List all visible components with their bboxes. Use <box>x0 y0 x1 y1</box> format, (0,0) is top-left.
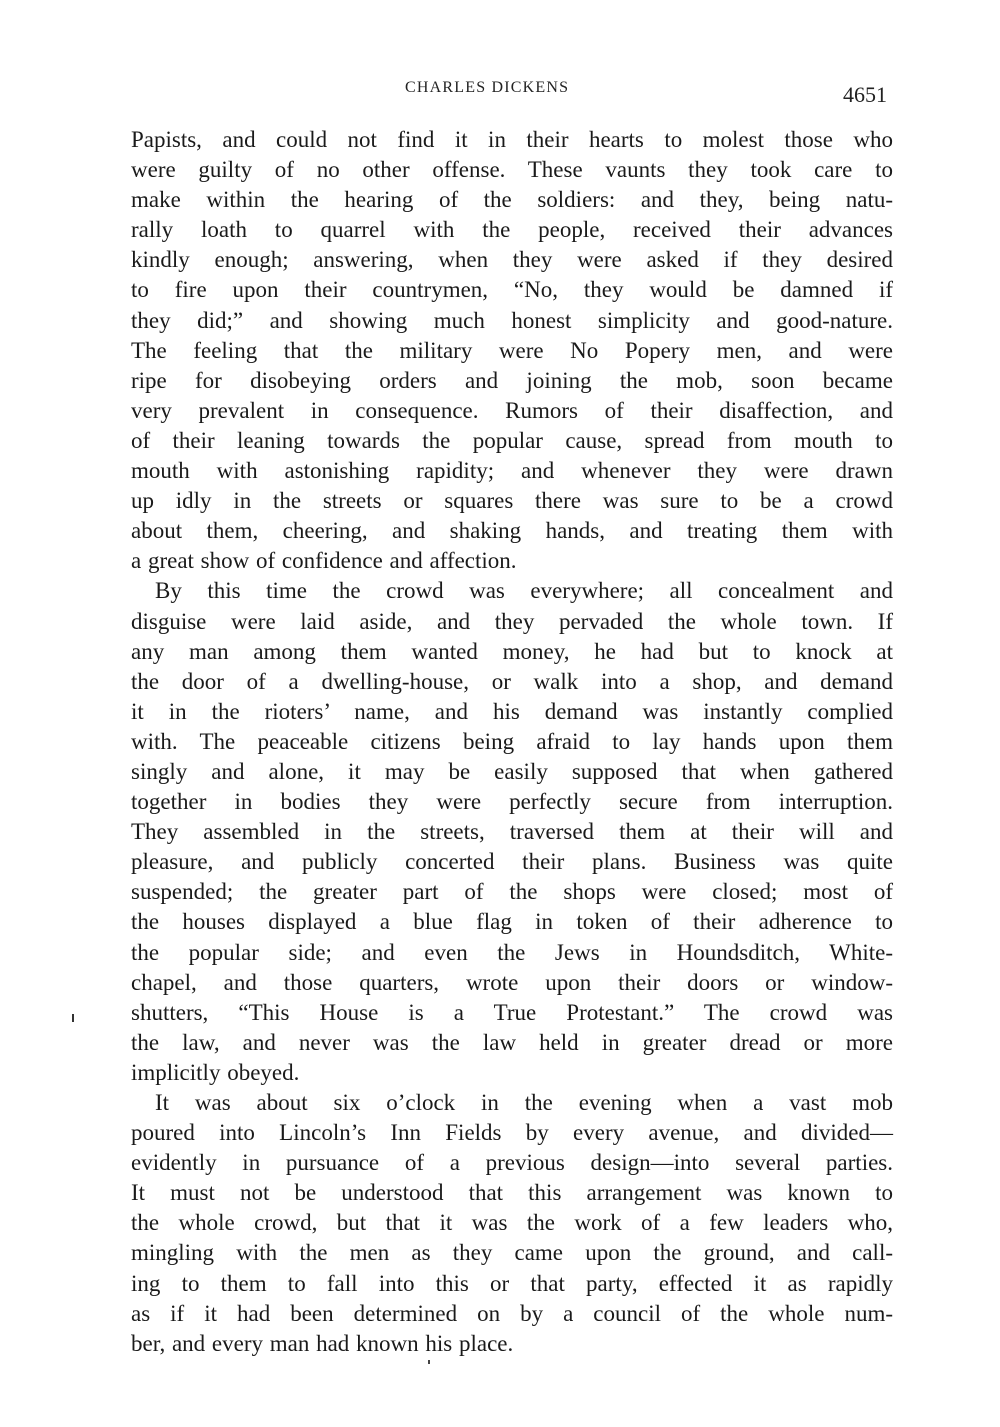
text-line: the popular side; and even the Jews in Houndsditch, White- <box>131 939 893 965</box>
text-line: evidently in pursuance of a previous design—into several parties. <box>131 1150 893 1176</box>
text-line: the whole crowd, but that it was the work of a few leaders who, <box>131 1210 893 1236</box>
text-line: mouth with astonishing rapidity; and whenever they were drawn <box>131 458 893 484</box>
text-line: to fire upon their countrymen, “No, they would be damned if <box>131 277 893 303</box>
text-line: By this time the crowd was everywhere; all concealment and <box>155 578 893 604</box>
margin-mark <box>72 1014 74 1022</box>
text-line: the houses displayed a blue flag in token of their adherence to <box>131 909 893 935</box>
text-line: mingling with the men as they came upon the ground, and call- <box>131 1240 893 1266</box>
text-line: up idly in the streets or squares there was sure to be a crowd <box>131 488 893 514</box>
text-line: ripe for disobeying orders and joining the mob, soon became <box>131 367 893 393</box>
print-mark <box>428 1360 430 1364</box>
text-line: They assembled in the streets, traversed them at their will and <box>131 819 893 845</box>
text-line: It was about six o’clock in the evening when a vast mob <box>155 1090 893 1115</box>
text-line: suspended; the greater part of the shops were closed; most of <box>131 879 893 905</box>
text-line: implicitly obeyed. <box>131 1059 300 1085</box>
text-line: It must not be understood that this arrangement was known to <box>131 1180 893 1206</box>
text-line: pleasure, and publicly concerted their plans. Business was quite <box>131 849 893 875</box>
text-line: ber, and every man had known his place. <box>131 1330 514 1356</box>
paragraph-2 <box>131 576 893 1088</box>
running-title: CHARLES DICKENS <box>405 79 570 96</box>
text-line: the law, and never was the law held in greater dread or more <box>131 1029 893 1055</box>
text-line: a great show of confidence and affection. <box>131 548 517 574</box>
text-line: rally loath to quarrel with the people, received their advances <box>131 217 893 243</box>
text-line: poured into Lincoln’s Inn Fields by every avenue, and divided— <box>131 1120 893 1146</box>
body-text <box>131 125 893 1359</box>
text-line: together in bodies they were perfectly secure from interruption. <box>131 789 893 815</box>
text-line: The feeling that the military were No Popery men, and were <box>131 337 893 363</box>
text-line: of their leaning towards the popular cause, spread from mouth to <box>131 427 893 453</box>
text-line: they did;” and showing much honest simplicity and good-nature. <box>131 307 893 333</box>
paragraph-1 <box>131 125 893 576</box>
text-line: disguise were laid aside, and they pervaded the whole town. If <box>131 608 893 634</box>
text-line: Papists, and could not find it in their hearts to molest those who <box>131 127 893 152</box>
paragraph-3 <box>131 1088 893 1359</box>
running-header <box>0 79 1000 107</box>
text-line: singly and alone, it may be easily supposed that when gathered <box>131 758 893 784</box>
text-line: make within the hearing of the soldiers: and they, being natu- <box>131 187 893 213</box>
text-line: shutters, “This House is a True Protestant.” The crowd was <box>131 999 893 1025</box>
text-line: any man among them wanted money, he had but to knock at <box>131 638 893 664</box>
page-number: 4651 <box>843 82 887 107</box>
text-line: ing to them to fall into this or that party, effected it as rapidly <box>131 1270 893 1296</box>
text-line: the door of a dwelling-house, or walk into a shop, and demand <box>131 668 893 694</box>
text-line: with. The peaceable citizens being afraid to lay hands upon them <box>131 728 893 754</box>
text-line: were guilty of no other offense. These vaunts they took care to <box>131 157 893 183</box>
text-line: about them, cheering, and shaking hands, and treating them with <box>131 518 893 544</box>
text-line: very prevalent in consequence. Rumors of their disaffection, and <box>131 397 893 423</box>
text-line: chapel, and those quarters, wrote upon their doors or window- <box>131 969 893 995</box>
text-line: kindly enough; answering, when they were asked if they desired <box>131 247 893 273</box>
text-line: it in the rioters’ name, and his demand was instantly complied <box>131 698 893 724</box>
text-line: as if it had been determined on by a council of the whole num- <box>131 1300 893 1326</box>
